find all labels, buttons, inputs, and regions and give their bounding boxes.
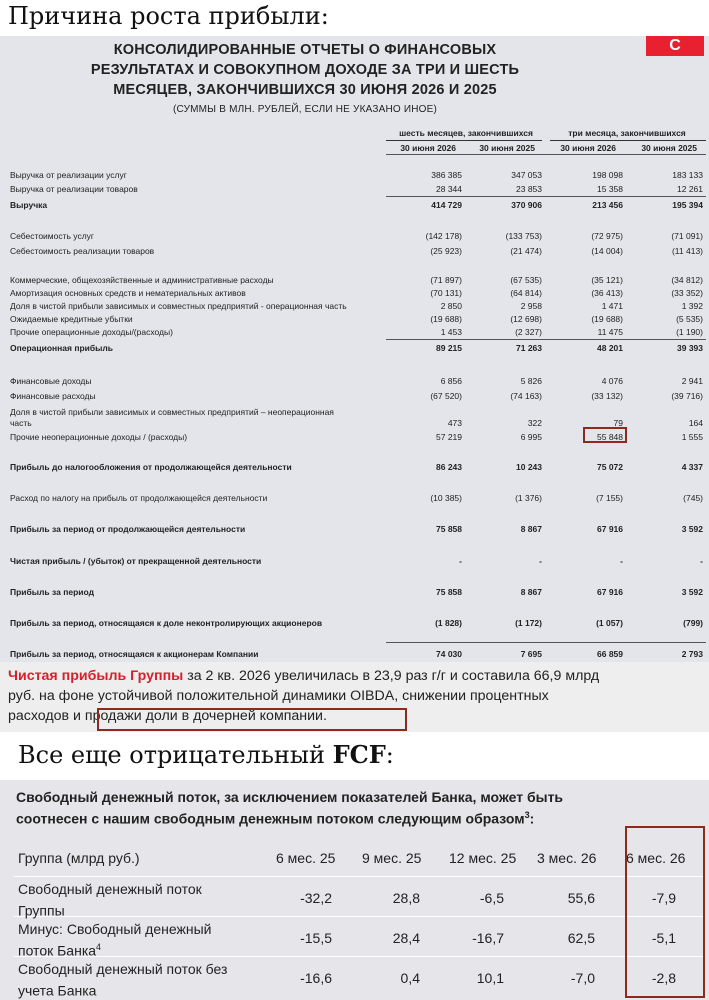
fcf-period-5: 6 мес. 26 (626, 850, 686, 866)
statement-title-line-1: КОНСОЛИДИРОВАННЫЕ ОТЧЕТЫ О ФИНАНСОВЫХ (113, 42, 497, 58)
group-six-months: шесть месяцев, закончившихся (399, 128, 533, 138)
fcf-cell: -32,2 (300, 890, 332, 906)
statement-cell: 473 (447, 418, 462, 428)
statement-cell: 79 (613, 418, 623, 428)
statement-cell: (7 155) (596, 493, 623, 503)
statement-cell: 1 471 (601, 301, 623, 311)
statement-cell: 75 858 (436, 524, 462, 534)
statement-row-label: Прочие неоперационные доходы / (расходы) (10, 432, 188, 442)
fcf-cell: 62,5 (567, 930, 595, 946)
statement-cell: (5 535) (676, 314, 703, 324)
statement-cell: 48 201 (597, 343, 623, 353)
group-six-underline (386, 140, 542, 141)
statement-cell: 57 219 (436, 432, 462, 442)
statement-cell: (799) (683, 618, 703, 628)
fcf-table (0, 780, 709, 1000)
fcf-divider-1 (14, 876, 704, 877)
statement-row-label: Прибыль за период (10, 587, 94, 597)
statement-total-line (386, 196, 706, 197)
statement-cell: 75 858 (436, 587, 462, 597)
para-line-3: расходов и (8, 708, 85, 724)
statement-cell: 23 853 (516, 184, 542, 194)
statement-cell: (745) (683, 493, 703, 503)
statement-cell: 10 243 (516, 462, 542, 472)
statement-cell: 12 261 (677, 184, 703, 194)
statement-row-label: Выручка от реализации услуг (10, 170, 127, 180)
boxed-text: продажи доли в дочерней компании. (84, 708, 327, 724)
statement-cell: (133 753) (505, 231, 542, 241)
statement-cell: (64 814) (510, 288, 542, 298)
statement-cell: (67 520) (430, 391, 462, 401)
statement-cell: 164 (688, 418, 703, 428)
statement-cell: 370 906 (511, 200, 542, 210)
statement-row-label: Прибыль за период, относящаяся к доле неконтролирующих акционеров (10, 618, 323, 628)
fcf-title-footnote: 3 (524, 810, 530, 820)
statement-cell: (1 057) (596, 618, 623, 628)
statement-cell: 4 337 (681, 462, 703, 472)
fcf-cell: 28,4 (392, 930, 420, 946)
fcf-row-label-line-1: Минус: Свободный денежный (18, 921, 212, 937)
fcf-title-line-1: Свободный денежный поток, за исключением показателей Банка, может быть (16, 789, 564, 805)
statement-title-line-2: РЕЗУЛЬТАТАХ И СОВОКУПНОМ ДОХОДЕ ЗА ТРИ И ШЕСТЬ (90, 62, 520, 78)
net-profit-highlight: Чистая прибыль Группы (8, 668, 184, 684)
fcf-header-label: Группа (млрд руб.) (18, 850, 140, 866)
statement-row-label: Чистая прибыль / (убыток) от прекращенной деятельности (10, 556, 262, 566)
fcf-title (16, 788, 676, 828)
statement-cell: 213 456 (592, 200, 623, 210)
col-header-4: 30 июня 2025 (641, 143, 697, 153)
fcf-row-label-line-2: учета Банка (18, 982, 97, 999)
statement-cell: (71 897) (430, 275, 462, 285)
statement-cell: (39 716) (671, 391, 703, 401)
statement-cell: 6 856 (440, 376, 462, 386)
heading-fcf (18, 740, 394, 769)
statement-cell: 2 850 (440, 301, 462, 311)
fcf-row-label-line-2: Группы (18, 902, 65, 919)
para-line-2: руб. на фоне устойчивой положительной динамики OIBDA, снижении процентных (8, 688, 549, 704)
statement-cell: (36 413) (591, 288, 623, 298)
fcf-row-label (18, 920, 211, 960)
fcf-cell: 10,1 (476, 970, 504, 986)
highlight-box-55848 (583, 427, 627, 443)
statement-cell: (25 923) (430, 246, 462, 256)
statement-row-label: Амортизация основных средств и нематериальных активов (10, 288, 246, 298)
highlight-box-6m26 (625, 826, 705, 998)
statement-cell: 89 215 (436, 343, 462, 353)
statement-cell: 414 729 (431, 200, 462, 210)
statement-row-label: Выручка (10, 200, 48, 210)
statement-cell: (33 132) (591, 391, 623, 401)
statement-total-line (386, 339, 706, 340)
fcf-cell: -7,9 (651, 890, 676, 906)
statement-row-label: Доля в чистой прибыли зависимых и совместных предприятий – неоперационная (10, 407, 334, 417)
statement-cell: 86 243 (436, 462, 462, 472)
statement-cell: (1 172) (515, 618, 542, 628)
statement-subtitle: (СУММЫ В МЛН. РУБЛЕЙ, ЕСЛИ НЕ УКАЗАНО ИНОЕ) (172, 104, 438, 115)
statement-row-label: Коммерческие, общехозяйственные и административные расходы (10, 275, 274, 285)
statement-row-label: Прочие операционные доходы/(расходы) (10, 327, 173, 337)
statement-row-label: Финансовые расходы (10, 391, 96, 401)
fcf-row-label (18, 960, 227, 1000)
statement-row-label: Прибыль за период от продолжающейся деятельности (10, 524, 246, 534)
statement-cell: 3 592 (681, 587, 703, 597)
statement-cell: 67 916 (597, 587, 623, 597)
statement-cell: (142 178) (425, 231, 462, 241)
fcf-cell: 55,6 (567, 890, 595, 906)
statement-row-label: Себестоимость реализации товаров (10, 246, 155, 256)
statement-cell: 4 076 (601, 376, 623, 386)
statement-cell: 75 072 (597, 462, 623, 472)
statement-cell: (19 688) (430, 314, 462, 324)
fcf-period-4: 3 мес. 26 (537, 850, 597, 866)
fcf-row-footnote: 4 (96, 942, 102, 952)
statement-cell: 74 030 (436, 649, 462, 659)
statement-cell: (11 413) (671, 246, 703, 256)
statement-cell: (21 474) (510, 246, 542, 256)
statement-cell: 386 385 (431, 170, 462, 180)
statement-total-line (386, 642, 706, 643)
statement-cell: (35 121) (591, 275, 623, 285)
heading-fcf-bold: FCF (332, 740, 386, 769)
statement-cell: (74 163) (510, 391, 542, 401)
statement-cell: (33 352) (671, 288, 703, 298)
fcf-cell: 0,4 (400, 970, 420, 986)
heading-fcf-suffix: : (385, 741, 394, 769)
statement-row-label: Операционная прибыль (10, 343, 114, 353)
statement-cell: 347 053 (511, 170, 542, 180)
fcf-cell: -15,5 (300, 930, 332, 946)
group-three-underline (550, 140, 706, 141)
statement-cell: (19 688) (591, 314, 623, 324)
statement-cell: 1 392 (681, 301, 703, 311)
statement-cell: 8 867 (520, 587, 542, 597)
fcf-cell: -16,6 (300, 970, 332, 986)
statement-row-label-cont: часть (10, 418, 32, 428)
statement-cell: (34 812) (671, 275, 703, 285)
statement-cell: 15 358 (597, 184, 623, 194)
statement-cell: 67 916 (597, 524, 623, 534)
fcf-cell: -5,1 (651, 930, 676, 946)
statement-cell: 183 133 (672, 170, 703, 180)
statement-cell: 39 393 (677, 343, 703, 353)
fcf-cell: 28,8 (392, 890, 420, 906)
col-header-3: 30 июня 2026 (560, 143, 616, 153)
statement-row-label: Расход по налогу на прибыль от продолжающейся деятельности (10, 493, 268, 503)
col-header-1: 30 июня 2026 (400, 143, 456, 153)
statement-cell: 11 475 (597, 327, 623, 337)
fcf-row-label-line-1: Свободный денежный поток (18, 881, 202, 897)
statement-cell: 322 (527, 418, 542, 428)
fcf-cell: -16,7 (472, 930, 504, 946)
statement-cell: 2 941 (681, 376, 703, 386)
statement-cell: 55 848 (597, 432, 623, 442)
statement-cell: (70 131) (430, 288, 462, 298)
fcf-cell: -6,5 (479, 890, 504, 906)
statement-cell: 195 394 (672, 200, 703, 210)
statement-cell: (71 091) (671, 231, 703, 241)
statement-cell: 3 592 (681, 524, 703, 534)
fcf-title-line-2: соотнесен с нашим свободным денежным потоком следующим образом (16, 810, 525, 827)
statement-cell: 1 453 (440, 327, 462, 337)
fcf-row-label-line-1: Свободный денежный поток без (18, 961, 228, 977)
statement-cell: 8 867 (520, 524, 542, 534)
statement-cell: - (539, 556, 542, 566)
fcf-cell: -7,0 (570, 970, 595, 986)
statement-cell: 7 695 (520, 649, 542, 659)
statement-cell: (1 376) (515, 493, 542, 503)
statement-cell: (12 698) (510, 314, 542, 324)
col-header-2: 30 июня 2025 (479, 143, 535, 153)
statement-cell: (67 535) (510, 275, 542, 285)
group-three-months: три месяца, закончившихся (568, 128, 686, 138)
statement-cell: (14 004) (591, 246, 623, 256)
statement-cell: (10 385) (430, 493, 462, 503)
statement-cell: (2 327) (515, 327, 542, 337)
company-logo: C (646, 36, 704, 56)
statement-cell: 6 995 (520, 432, 542, 442)
statement-cell: 5 826 (520, 376, 542, 386)
fcf-row-label (18, 880, 202, 920)
statement-cell: 71 263 (516, 343, 542, 353)
fcf-period-3: 12 мес. 25 (449, 850, 517, 866)
fcf-row-label-line-2: поток Банка (18, 942, 97, 959)
statement-cell: - (700, 556, 703, 566)
fcf-period-2: 9 мес. 25 (362, 850, 422, 866)
statement-row-label: Ожидаемые кредитные убытки (10, 314, 133, 324)
statement-cell: 2 958 (520, 301, 542, 311)
fcf-title-colon: : (529, 810, 535, 827)
statement-cell: 66 859 (597, 649, 623, 659)
statement-cell: 2 793 (681, 649, 703, 659)
statement-cell: - (620, 556, 623, 566)
statement-row-label: Выручка от реализации товаров (10, 184, 138, 194)
statement-row-label: Доля в чистой прибыли зависимых и совместных предприятий - операционная часть (10, 301, 347, 311)
statement-row-label: Прибыль за период, относящаяся к акционерам Компании (10, 649, 259, 659)
fcf-cell: -2,8 (651, 970, 676, 986)
statement-cell: 1 555 (681, 432, 703, 442)
statement-title-line-3: МЕСЯЦЕВ, ЗАКОНЧИВШИХСЯ 30 ИЮНЯ 2026 И 2025 (113, 82, 497, 98)
statement-row-label: Себестоимость услуг (10, 231, 95, 241)
highlight-box-stake-sale (97, 708, 407, 731)
statement-cell: 28 344 (436, 184, 462, 194)
statement-cell: - (459, 556, 462, 566)
heading-fcf-prefix: Все еще отрицательный (18, 741, 333, 769)
header-divider (386, 154, 706, 155)
statement-row-label: Финансовые доходы (10, 376, 92, 386)
statement-cell: (1 828) (435, 618, 462, 628)
financial-statement (0, 36, 709, 662)
statement-row-label: Прибыль до налогообложения от продолжающейся деятельности (10, 462, 292, 472)
statement-cell: (72 975) (591, 231, 623, 241)
fcf-period-1: 6 мес. 25 (276, 850, 336, 866)
statement-cell: (1 190) (676, 327, 703, 337)
para-line-1: за 2 кв. 2026 увеличилась в 23,9 раз г/г и составила 66,9 млрд (183, 668, 600, 684)
statement-cell: 198 098 (592, 170, 623, 180)
heading-profit-growth: Причина роста прибыли: (8, 2, 329, 30)
